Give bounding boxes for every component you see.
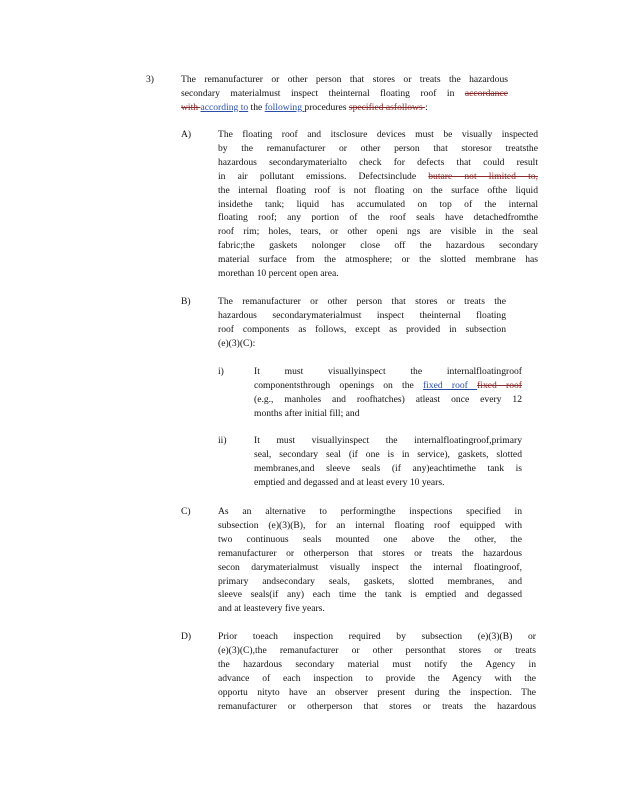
text-run: : [425, 101, 428, 113]
deleted-text: fixed roof [477, 379, 522, 391]
item-c-line: primary andsecondary seals, gaskets, slotted membranes, and [218, 575, 522, 587]
item-d-line: (e)(3)(C),the remanufacturer or other personthat stores or treats [218, 644, 536, 656]
item-a-line [218, 170, 538, 184]
item-d-line: Prior toeach inspection required by subsection (e)(3)(B) or [218, 631, 536, 642]
item-b-ii-line: emptied and degassed and at least every 10 years. [254, 476, 445, 488]
item-a-line: insidethe tank; liquid has accumulated on top of the internal [218, 198, 538, 210]
item-b-ii-label: ii) [218, 435, 227, 446]
inserted-text: according to [200, 101, 249, 113]
item-b-ii-line: It must visuallyinspect the internalfloatingroof,primary [254, 435, 522, 446]
inserted-text: fixed roof [422, 379, 478, 391]
item-a-line: hazardous secondarymaterialto check for defects that could result [218, 156, 538, 168]
inserted-text: following [264, 101, 305, 113]
item-a-line: floating roof; any portion of the roof seals have detachedfromthe [218, 212, 538, 224]
item-a-line: material surface from the atmosphere; or the slotted membrane has [218, 254, 538, 266]
item-c-line: and at leastevery five years. [218, 603, 325, 615]
item-d-line: advance of each inspection to provide the Agency with the [218, 672, 536, 684]
deleted-text: specified asfollows [348, 101, 426, 113]
section-line-3 [181, 101, 508, 115]
item-b-i-line: (e.g., manholes and roofhatches) atleast once every 12 [254, 393, 522, 405]
item-d-line: remanufacturer or otherperson that stores or treats the hazardous [218, 700, 536, 712]
item-b-ii-line: membranes,and sleeve seals (if any)eachtimethe tank is [254, 462, 522, 474]
deleted-text: accordance [464, 87, 508, 99]
item-c-line: two continuous seals mounted one above the other, the [218, 533, 522, 545]
item-a-line: morethan 10 percent open area. [218, 268, 339, 280]
text-run: in air pollutant emissions. Defectsinclude [218, 170, 429, 182]
item-a-line: fabric;the gaskets nolonger close off the hazardous secondary [218, 240, 538, 252]
section-line-2 [181, 87, 508, 101]
text-run: secondary materialmust inspect theinternal floating roof in [181, 87, 465, 99]
item-a-line: by the remanufacturer or other person that storesor treatsthe [218, 142, 538, 154]
item-c-line: sleeve seals(if any) each time the tank is emptied and degassed [218, 589, 522, 601]
item-b-ii-paragraph [254, 434, 522, 490]
item-c-line: subsection (e)(3)(B), for an internal floating roof equipped with [218, 519, 522, 531]
item-c-line: secon darymaterialmust visually inspect the internal floatingroof, [218, 561, 522, 573]
section-intro [181, 73, 508, 115]
item-a-line: the internal floating roof is not floating on the surface ofthe liquid [218, 184, 538, 196]
text-run: procedures [304, 101, 349, 113]
item-d-line: opportu nityto have an observer present during the inspection. The [218, 686, 536, 698]
item-b-i-line: It must visuallyinspect the internalfloatingroof [254, 366, 522, 377]
section-line-1: The remanufacturer or other person that stores or treats the hazardous [181, 74, 508, 85]
item-b-line: hazardous secondarymaterialmust inspect theinternal floating [218, 309, 506, 321]
item-d-line: the hazardous secondary material must notify the Agency in [218, 658, 536, 670]
item-b-line: The remanufacturer or other person that stores or treats the [218, 296, 506, 307]
item-c-label: C) [181, 506, 191, 517]
item-b-ii-line: seal, secondary seal (if one is in service), gaskets, slotted [254, 448, 522, 460]
item-a-line: The floating roof and itsclosure devices must be visually inspected [218, 129, 538, 140]
text-run: the [248, 101, 265, 113]
section-number: 3) [146, 74, 154, 85]
text-run: componentsthrough openings on the [254, 379, 423, 391]
item-b-line: roof components as follows, except as provided in subsection [218, 323, 506, 335]
item-b-i-line: months after initial fill; and [254, 407, 360, 419]
item-b-i-paragraph [254, 365, 522, 421]
item-b-paragraph [218, 295, 506, 351]
item-b-label: B) [181, 296, 191, 307]
item-a-paragraph [218, 128, 538, 281]
item-d-label: D) [181, 631, 192, 642]
item-a-line: roof rim; holes, tears, or other openi ngs are visible in the seal [218, 226, 538, 238]
deleted-text: with [181, 101, 201, 113]
item-b-line: (e)(3)(C): [218, 337, 256, 349]
item-b-i-line [254, 379, 522, 393]
item-d-paragraph [218, 630, 536, 713]
deleted-text: butare not limited to, [428, 170, 538, 182]
item-b-i-label: i) [218, 366, 224, 377]
item-c-line: As an alternative to performingthe inspections specified in [218, 506, 522, 517]
item-c-paragraph [218, 505, 522, 616]
item-a-label: A) [181, 129, 192, 140]
item-c-line: remanufacturer or otherperson that stores or treats the hazardous [218, 547, 522, 559]
